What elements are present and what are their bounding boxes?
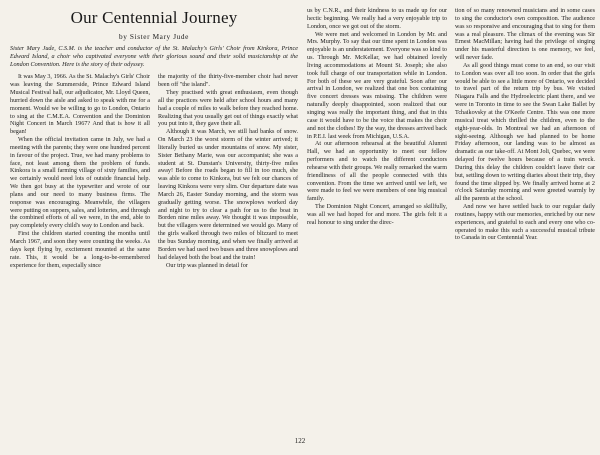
paragraph: First the children started counting the months until March 1967, and soon they were counting the weeks. As days kept flying by, excitement mounted at the same rate. This, it would be a long-to-be-remembered experience for them, especially since <box>10 231 150 269</box>
text-column-4 <box>455 8 595 243</box>
article-header-and-left-columns <box>10 8 298 270</box>
paragraph: At our afternoon rehearsal at the beautiful Alumni Hall, we had an opportunity to meet our fellow performers and to watch the different conductors rehearse with their groups. We really remarked the warm friendliness of all the people connected with this convention. From the time we arrived until we left, we were made to feel we were members of one big musical family. <box>307 141 447 203</box>
paragraph: tion of so many renowned musicians and in some cases to sing the conductor's own composition. The audience was so responsive and encouraging that to sing for them was a real pleasure. The climax of the evening was Sir Ernest MacMillan; having had the privilege of singing under his masterful direction is one memory, we feel, will never fade. <box>455 8 595 62</box>
paragraph: us by C.N.R., and their kindness to us made up for our hectic beginning. We really had a very enjoyable trip to London, once we got out of the storm. <box>307 8 447 30</box>
paragraph: It was May 3, 1966. As the St. Malachy's Girls' Choir was leaving the Summerside, Prince Edward Island Musical Festival hall, our adjudicator, Mr. Lloyd Queen, hurried down the aisle and asked to speak with me for a moment. Would we be willing to go to London, Ontario to sing at the C.M.E.A. Convention and the Dominion Night Concert in March 1967? And that is how it all began! <box>10 74 150 136</box>
text-column-2 <box>158 74 298 270</box>
text-column-3 <box>307 8 447 228</box>
paragraph: Our trip was planned in detail for <box>166 262 248 269</box>
paragraph: When the official invitation came in July, we had a meeting with the parents; they were one hundred percent in favour of the project. True, we had many problems to face, not least among them the problem of funds. Kinkora is a small farming village of sixty families, and we certainly would need lots of outside financial help. We then got busy at the typewriter and wrote of our plans and our need to many business firms. The response was encouraging. Meanwhile, the villagers were putting on suppers, sales, and lotteries, and through the combined efforts of all we were, in the end, able to pay completely every child's way to London and back. <box>10 137 150 230</box>
article-intro: Sister Mary Jude, C.S.M. is the teacher and conductor of the St. Malachy's Girls' Choir from Kinkora, Prince Edward Island, a choir who captivated everyone with their glorious sound and their solid musicianship at the London Convention. Here is the story of their odyssey. <box>10 45 298 69</box>
page-number: 122 <box>294 437 306 445</box>
paragraph: They practised with great enthusiasm, even though all the practices were held after school hours and many had a couple of miles to walk before they reached home. Realizing that you usually get out of things exactly what you put into it, they gave their all. <box>158 89 298 128</box>
paragraph: Although it was March, we still had banks of snow. On March 23 the worst storm of the winter arrived; it literally buried us under mountains of snow. My sister, Sister Bethany Marie, was our accompanist; she was a student at St. Dunstan's University, thirty-five miles away! Before the roads began to fill in too much, she was able to come to Kinkora, but we felt our chances of leaving Kinkora were very slim. Our departure date was March 26, Easter Sunday morning, and the storm was gradually getting worse. The snowplows worked day and night to try to clear a path for us to the boat in Borden nine miles away. We thought it was impossible, but the villagers were determined we would go. Many of the girls walked through two miles of blizzard to meet the bus Sunday morning, and when we finally arrived at Borden we had used two buses and three snowplows and had delayed both the boat and the train! <box>158 129 298 261</box>
article-title: Our Centennial Journey <box>70 8 238 27</box>
paragraph: The Dominion Night Concert, arranged so skillfully, was all we had hoped for and more. The girls felt it a real honour to sing under the direc- <box>307 204 447 226</box>
article-byline: by Sister Mary Jude <box>119 32 189 41</box>
paragraph: And now we have settled back to our regular daily routines, happy with our memories, enriched by our new experiences, and grateful to each and every one who co-operated to make this such a successful musical tribute to Canada in our Centennial Year. <box>455 204 595 242</box>
paragraph: the majority of the thirty-five-member choir had never been off "the island". <box>158 74 298 89</box>
paragraph: As all good things must come to an end, so our visit to London was over all too soon. In order that the girls would be able to see a little more of Ontario, we decided to travel part of the return trip by bus. We visited Niagara Falls and the Hydroelectric plant there, and we were in Toronto in time to see the Swan Lake Ballet by Tchaikovsky at the O'Keefe Centre. This was one more musical treat which thrilled the children, even to the eight-year-olds. In Montreal we had an afternoon of sight-seeing. Although we had planned to be home Friday afternoon, our landing was to be almost as dramatic as our take-off. At Mont Joli, Quebec, we were delayed for twelve hours because of a train wreck. During this delay the children couldn't leave their car but, settling down to writing diaries about their trip, they found the time slipped by. We finally arrived home at 2 o'clock Saturday morning and were greeted warmly by all the parents at the school. <box>455 62 595 203</box>
text-column-1 <box>10 74 150 270</box>
paragraph: We were met and welcomed in London by Mr. and Mrs. Murphy. To say that our time spent in London was enjoyable is an understatement. Everyone was so kind to us. Through Mr. McKellar, we had obtained lovely living accommodations at Mount St. Joseph; she also took full charge of our transportation while in London. For both of these we are very grateful. Soon after our arrival in London, we realized that one box containing five concert dresses was missing. The children were naturally deeply disappointed, soon realized that our singing was really the important thing, and that in this case it would have to be the voice that makes the choir and not the clothes! By the way, the dresses arrived back in P.E.I. last week from Michigan, U.S.A. <box>307 31 447 140</box>
